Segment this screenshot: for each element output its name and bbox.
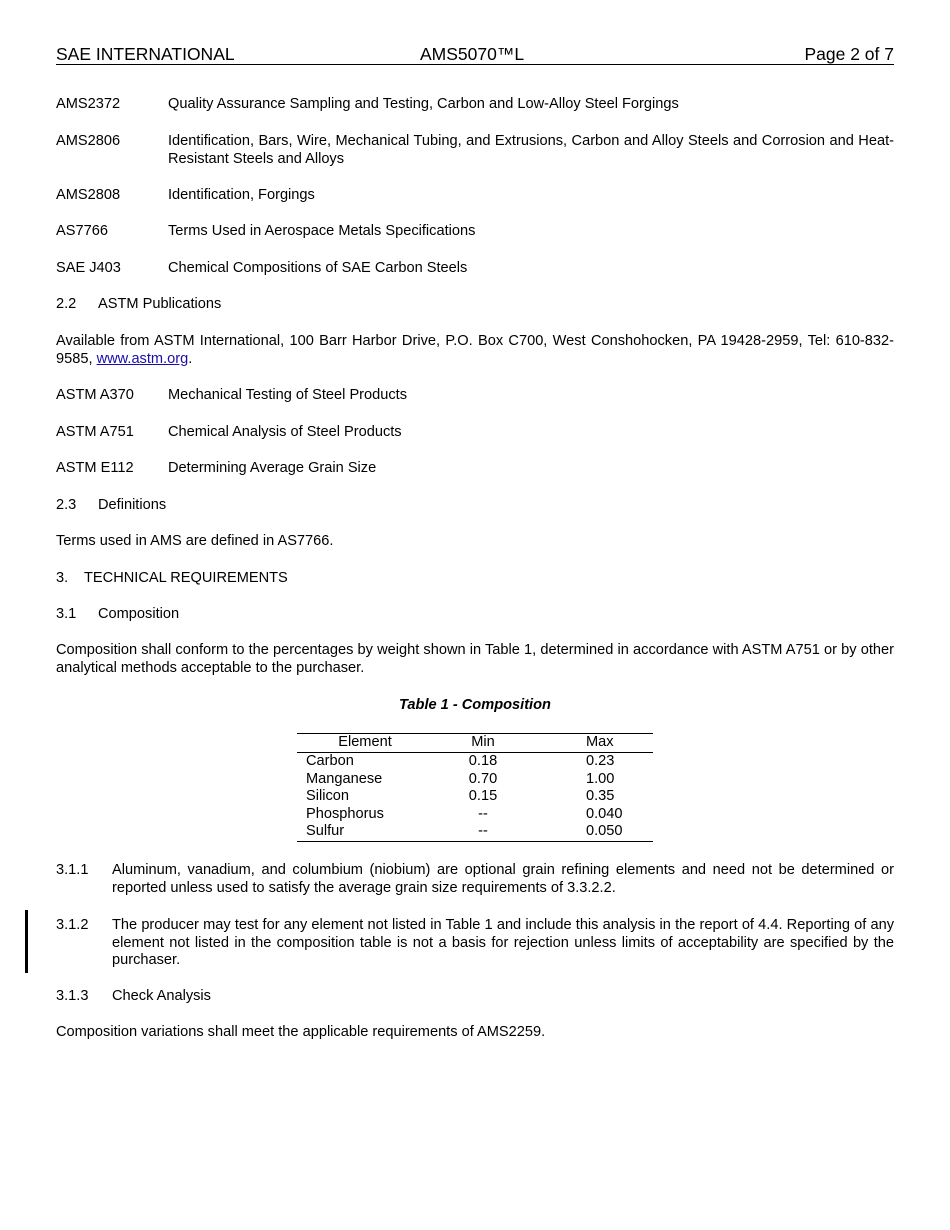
section-number: 2.3 <box>56 497 77 513</box>
cell-max: 0.050 <box>542 823 653 841</box>
section-number: 3.1.2 <box>56 917 89 933</box>
table-caption: Table 1 - Composition <box>399 697 551 713</box>
cell-max: 0.35 <box>586 788 615 805</box>
header-doc-number: AMS5070™L <box>420 44 525 64</box>
table-row <box>297 771 653 789</box>
section-number: 3.1 <box>56 606 77 622</box>
section-title: Check Analysis <box>112 988 211 1004</box>
reference-code: AS7766 <box>56 223 108 239</box>
cell-min: 0.70 <box>468 770 498 787</box>
cell-min: 0.15 <box>468 788 498 805</box>
table-row <box>297 823 653 841</box>
composition-paragraph: Composition shall conform to the percentages by weight shown in Table 1, determined in accordance with ASTM A751 or by other analytical methods acceptable to the purchaser. <box>56 642 894 676</box>
section-text: The producer may test for any element not listed in Table 1 and include this analysis in the report of 4.4. Reporting of any element not listed in the composition table is not a basis for rejection unless limits of acceptability are specified by the purchaser. <box>112 917 894 968</box>
header-page-number: Page 2 of 7 <box>804 44 894 64</box>
cell-element: Manganese <box>306 770 383 787</box>
cell-min: -- <box>424 823 542 841</box>
definitions-paragraph: Terms used in AMS are defined in AS7766. <box>56 533 334 549</box>
section-number: 3.1.1 <box>56 862 89 878</box>
section-number: 3. <box>56 570 69 586</box>
header-org: SAE INTERNATIONAL <box>56 44 235 64</box>
cell-element: Phosphorus <box>306 805 384 822</box>
reference-title: Chemical Analysis of Steel Products <box>168 424 402 440</box>
revision-change-bar <box>25 910 28 973</box>
section-number: 3.1.3 <box>56 988 89 1004</box>
reference-title: Terms Used in Aerospace Metals Specifications <box>168 223 476 239</box>
cell-max: 0.040 <box>586 805 623 822</box>
cell-max: 1.00 <box>586 770 615 787</box>
reference-code: SAE J403 <box>56 260 121 276</box>
section-title: TECHNICAL REQUIREMENTS <box>84 570 288 586</box>
table-row <box>297 806 653 824</box>
cell-element: Sulfur <box>297 823 424 841</box>
cell-min: 0.18 <box>468 753 498 770</box>
cell-element: Carbon <box>306 753 354 770</box>
reference-title: Identification, Forgings <box>168 187 315 203</box>
reference-title: Quality Assurance Sampling and Testing, Carbon and Low-Alloy Steel Forgings <box>168 96 679 112</box>
composition-table <box>297 733 653 842</box>
availability-period: . <box>188 350 193 367</box>
reference-code: AMS2806 <box>56 133 121 149</box>
reference-title: Chemical Compositions of SAE Carbon Steels <box>168 260 468 276</box>
cell-max: 0.23 <box>586 753 615 770</box>
availability-text: Available from ASTM International, 100 Barr Harbor Drive, P.O. Box C700, West Conshohocken, PA 19428-2959, Tel: 610-832-9585, <box>56 333 894 367</box>
reference-title: Mechanical Testing of Steel Products <box>168 387 408 403</box>
table-row <box>297 788 653 806</box>
reference-title: Identification, Bars, Wire, Mechanical Tubing, and Extrusions, Carbon and Alloy Steels and Corrosion and Heat-Resistant Steels and Alloys <box>168 133 894 167</box>
astm-availability-paragraph <box>56 333 894 368</box>
cell-min: -- <box>478 805 488 822</box>
reference-title: Determining Average Grain Size <box>168 460 377 476</box>
reference-code: AMS2372 <box>56 96 121 112</box>
section-title: Composition <box>98 606 180 622</box>
check-analysis-paragraph: Composition variations shall meet the applicable requirements of AMS2259. <box>56 1024 546 1040</box>
column-header-max: Max <box>542 734 653 753</box>
table-header-row <box>297 734 653 753</box>
section-title: ASTM Publications <box>98 296 222 312</box>
table-row <box>297 753 653 771</box>
reference-code: ASTM A370 <box>56 387 134 403</box>
column-header-element: Element <box>297 734 424 753</box>
cell-element: Silicon <box>306 788 349 805</box>
reference-code: AMS2808 <box>56 187 121 203</box>
astm-website-link[interactable]: www.astm.org <box>96 350 189 367</box>
reference-code: ASTM A751 <box>56 424 134 440</box>
section-number: 2.2 <box>56 296 77 312</box>
section-title: Definitions <box>98 497 167 513</box>
column-header-min: Min <box>424 734 542 753</box>
section-text: Aluminum, vanadium, and columbium (niobium) are optional grain refining elements and need not be determined or reported unless used to satisfy the average grain size requirements of 3.3.2.2. <box>112 862 894 896</box>
page-header <box>56 43 894 65</box>
reference-code: ASTM E112 <box>56 460 134 476</box>
